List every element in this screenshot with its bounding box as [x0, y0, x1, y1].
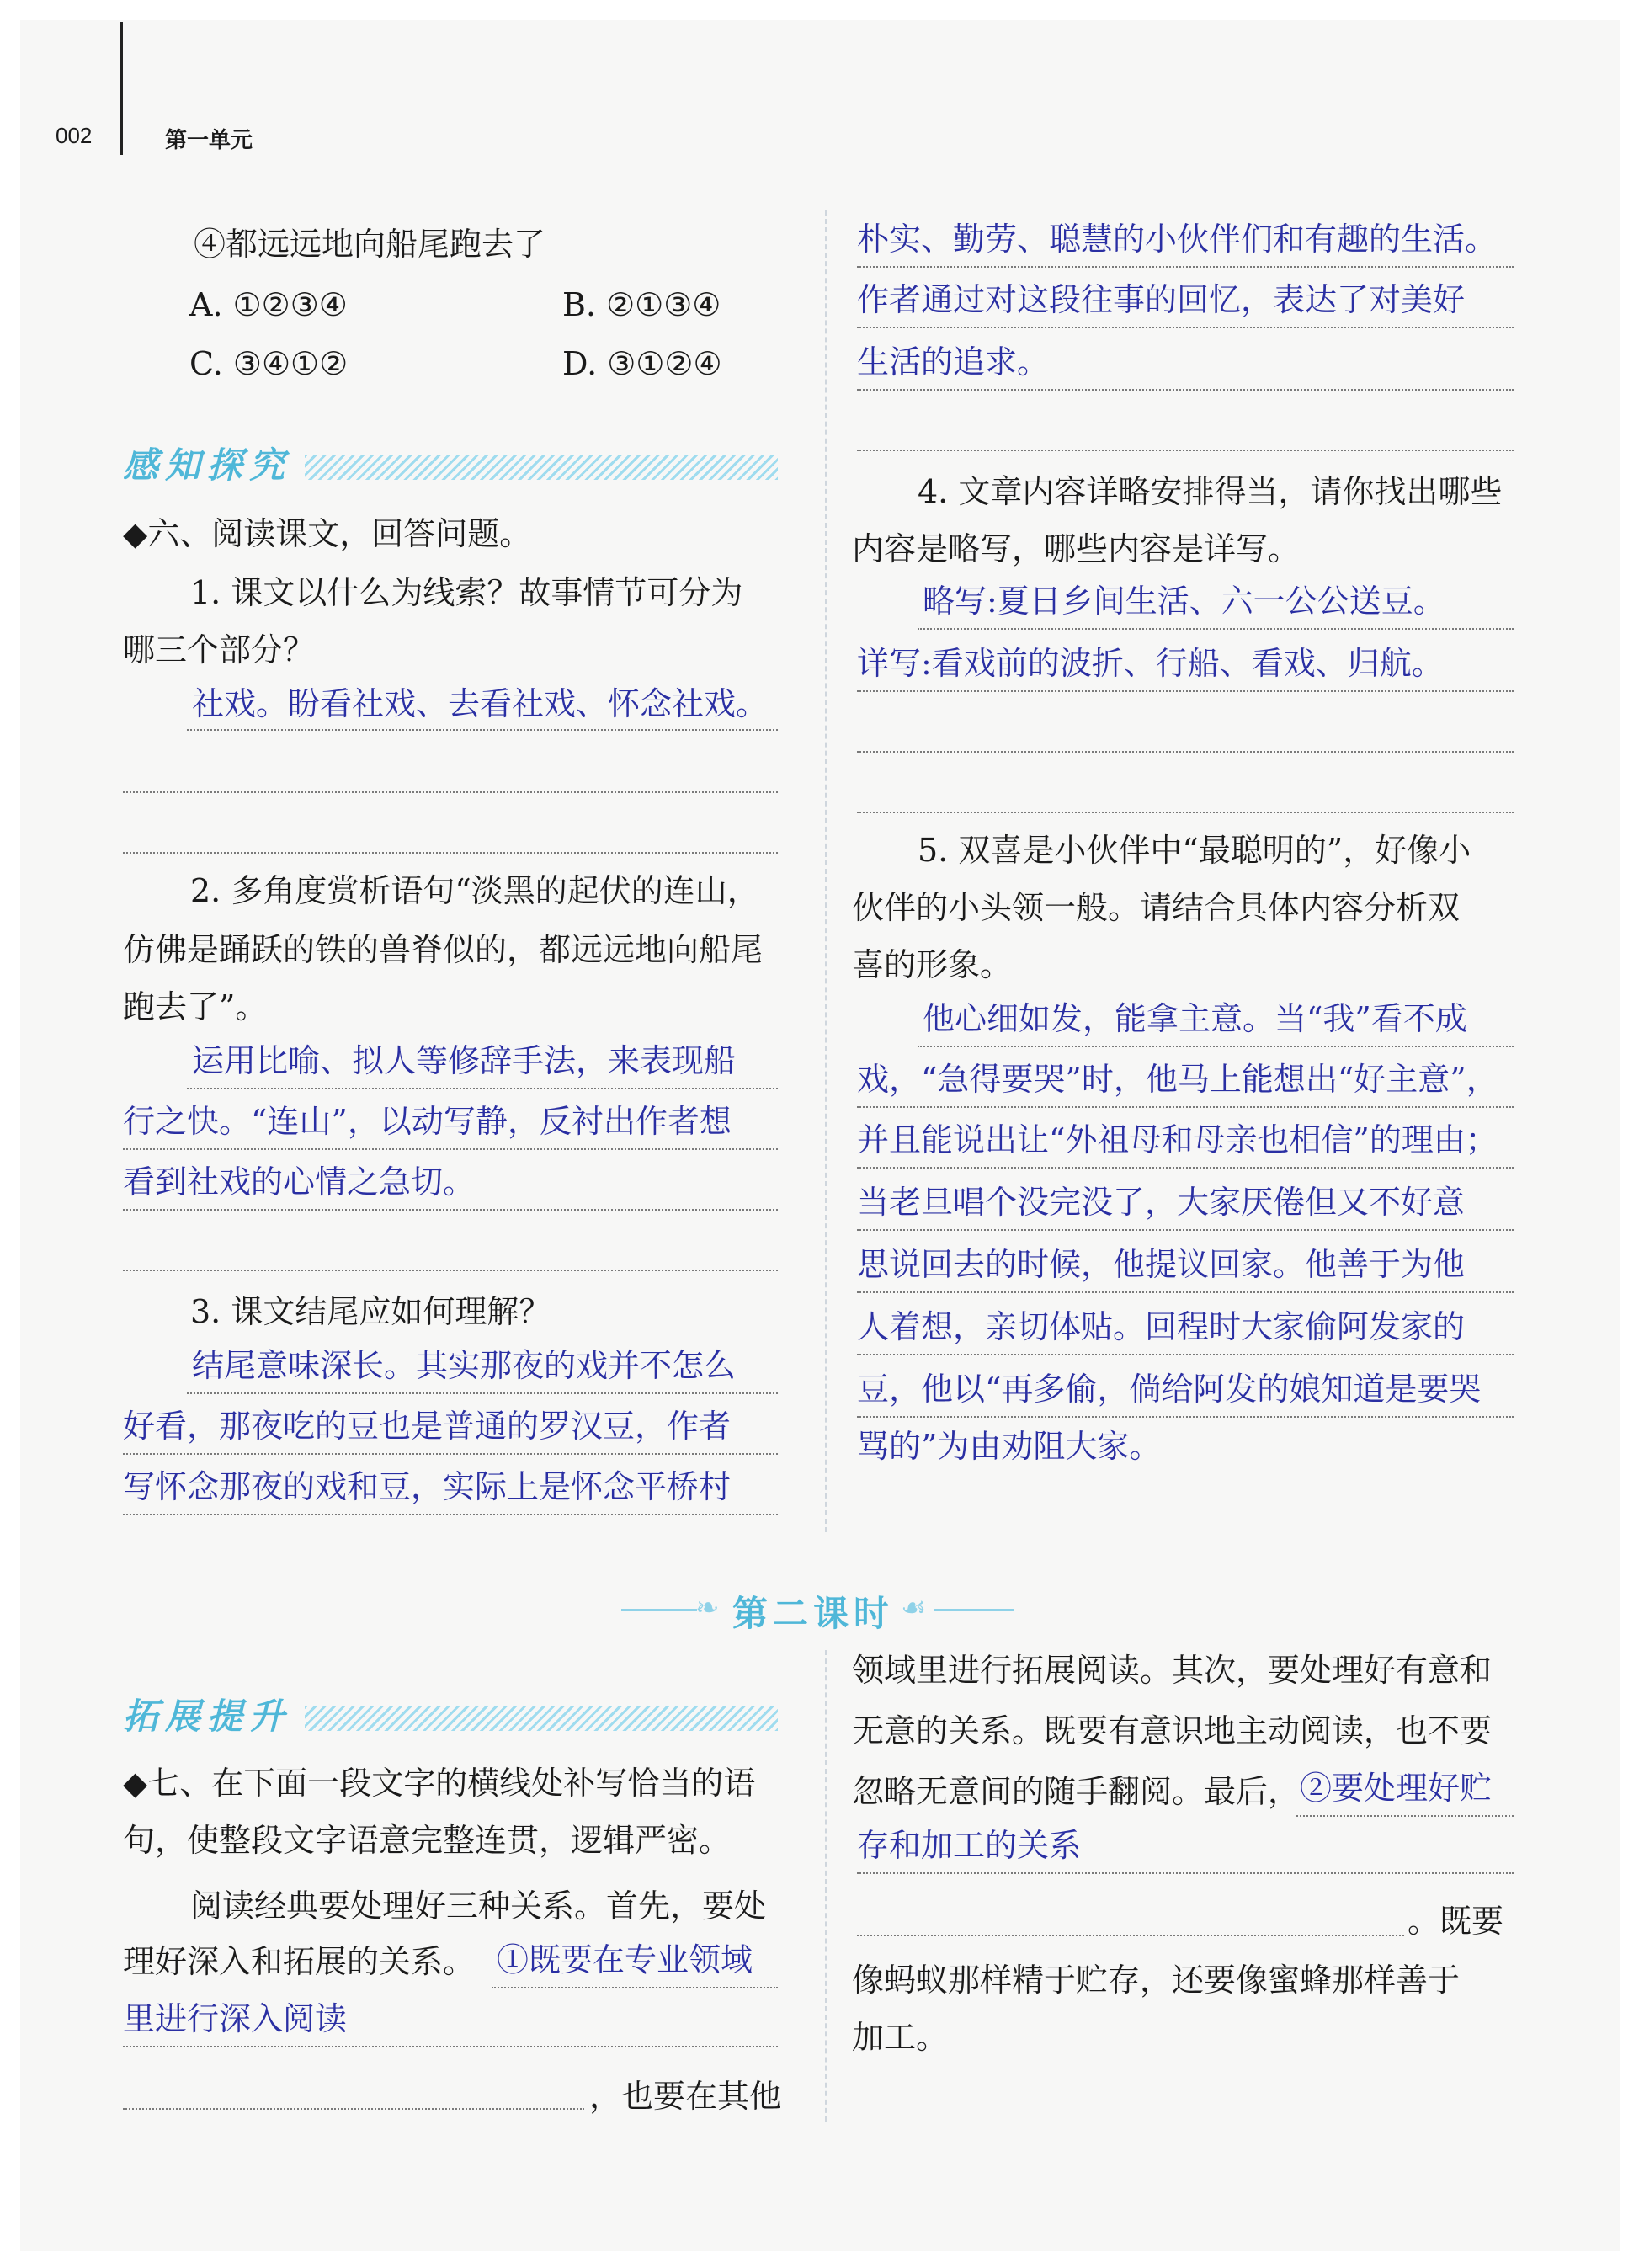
answer-line [857, 389, 1514, 391]
choice-b: B. ②①③④ [562, 286, 721, 323]
unit-title: 第一单元 [165, 127, 253, 152]
answer-line [187, 1088, 778, 1089]
answer-line [123, 1148, 778, 1150]
right-paragraph-line-1: 领域里进行拓展阅读。其次，要处理好有意和 [852, 1652, 1493, 1689]
column-divider-lower [825, 1650, 827, 2122]
blank-2-answer: ②要处理好贮 [1300, 1770, 1493, 1807]
option-4: ④都远远地向船尾跑去了 [194, 226, 546, 263]
page-number: 002 [56, 123, 93, 148]
question-2-cont: 仿佛是踊跃的铁的兽脊似的，都远远地向船尾 [123, 931, 764, 968]
answer-line [857, 1167, 1514, 1169]
answer-5-cont6: 豆，他以“再多偷，倘给阿发的娘知道是要哭 [857, 1371, 1482, 1408]
answer-line [187, 729, 778, 731]
answer-3-cont5: 生活的追求。 [857, 343, 1050, 381]
question-4-cont: 内容是略写，哪些内容是详写。 [852, 530, 1301, 567]
blank-1-answer: ①既要在专业领域 [497, 1941, 753, 1978]
question-2: 2. 多角度赏析语句“淡黑的起伏的连山， [190, 872, 759, 909]
answer-4-cont: 详写:看戏前的波折、行船、看戏、归航。 [857, 645, 1444, 682]
choice-d: D. ③①②④ [562, 345, 722, 382]
answer-line [857, 1291, 1514, 1293]
answer-line [857, 1416, 1514, 1418]
column-divider [825, 210, 827, 1532]
answer-5-cont: 戏，“急得要哭”时，他马上能想出“好主意”， [857, 1061, 1498, 1098]
answer-line [123, 2108, 584, 2110]
section-title-bar [305, 1706, 778, 1731]
answer-line [123, 852, 778, 854]
answer-line [123, 1514, 778, 1515]
answer-line [857, 1872, 1514, 1874]
right-paragraph-line-5: 像蚂蚁那样精于贮存，还要像蜜蜂那样善于 [852, 1962, 1461, 1999]
answer-line [857, 450, 1514, 451]
answer-line [857, 1229, 1514, 1231]
question-5: 5. 双喜是小伙伴中“最聪明的”，好像小 [918, 832, 1471, 869]
answer-3: 结尾意味深长。其实那夜的戏并不怎么 [192, 1347, 737, 1384]
header-rule [120, 22, 123, 155]
answer-line [123, 2046, 778, 2047]
answer-line [187, 1392, 778, 1394]
question-4: 4. 文章内容详略安排得当，请你找出哪些 [918, 473, 1503, 510]
question-2-cont2: 跑去了”。 [123, 988, 268, 1025]
answer-line [857, 812, 1514, 813]
answer-line [918, 1046, 1514, 1047]
question-5-cont2: 喜的形象。 [852, 946, 1013, 983]
right-paragraph-line-6: 加工。 [852, 2019, 949, 2056]
answer-line [123, 1453, 778, 1455]
answer-line [857, 690, 1514, 692]
question-3: 3. 课文结尾应如何理解？ [190, 1293, 551, 1330]
answer-line [123, 791, 778, 793]
answer-line [857, 327, 1514, 328]
answer-2: 运用比喻、拟人等修辞手法，来表现船 [192, 1042, 737, 1079]
answer-line [1296, 1815, 1514, 1817]
answer-2-cont2: 看到社戏的心情之急切。 [123, 1163, 476, 1201]
answer-line [857, 1106, 1514, 1108]
blank-1-answer-cont: 里进行深入阅读 [123, 2000, 348, 2037]
question-5-cont: 伙伴的小头领一般。请结合具体内容分析双 [852, 889, 1461, 926]
section-title-extension: 拓展提升 [123, 1696, 292, 1737]
question-1-cont: 哪三个部分？ [123, 631, 316, 668]
answer-line [918, 628, 1514, 630]
answer-2-cont: 行之快。“连山”，以动写静，反衬出作者想 [123, 1103, 732, 1140]
ornament-right-icon: ☙ [901, 1591, 927, 1625]
lesson-2-title: 第二课时 [732, 1593, 895, 1634]
answer-line [123, 1270, 778, 1271]
blank-2-answer-cont: 存和加工的关系 [857, 1827, 1082, 1864]
answer-line [123, 1209, 778, 1211]
section-title-perception: 感知探究 [123, 445, 292, 486]
choice-c: C. ③④①② [189, 345, 349, 382]
right-paragraph-line-3: 忽略无意间的随手翻阅。最后， [852, 1773, 1301, 1810]
lesson-banner-line-right [934, 1609, 1014, 1611]
answer-5-cont7: 骂的”为由劝阻大家。 [857, 1428, 1162, 1465]
answer-5-cont3: 当老旦唱个没完没了，大家厌倦但又不好意 [857, 1184, 1466, 1221]
question-7-instruction-cont: 句，使整段文字语意完整连贯，逻辑严密。 [123, 1822, 732, 1859]
answer-5: 他心细如发，能拿主意。当“我”看不成 [923, 1000, 1467, 1037]
answer-4: 略写:夏日乡间生活、六一公公送豆。 [923, 583, 1445, 620]
paragraph-line-2: 理好深入和拓展的关系。 [123, 1943, 476, 1980]
answer-line [857, 266, 1514, 268]
choice-a: A. ①②③④ [189, 286, 348, 323]
answer-line [857, 1354, 1514, 1355]
lesson-banner-line-left [621, 1609, 697, 1611]
answer-5-cont5: 人着想，亲切体贴。回程时大家偷阿发家的 [857, 1308, 1466, 1345]
answer-3-cont2: 写怀念那夜的戏和豆，实际上是怀念平桥村 [123, 1468, 732, 1505]
answer-line [857, 1935, 1404, 1936]
right-paragraph-line-2: 无意的关系。既要有意识地主动阅读，也不要 [852, 1712, 1493, 1749]
question-7-instruction: ◆七、在下面一段文字的横线处补写恰当的语 [123, 1765, 756, 1802]
paragraph-line-3: ，也要在其他 [589, 2078, 782, 2115]
section-title-bar [305, 455, 778, 480]
right-paragraph-line-4: 。既要 [1408, 1903, 1504, 1940]
ornament-left-icon: ❧ [695, 1591, 720, 1625]
answer-5-cont4: 思说回去的时候，他提议回家。他善于为他 [857, 1246, 1466, 1283]
answer-5-cont2: 并且能说出让“外祖母和母亲也相信”的理由； [857, 1121, 1498, 1158]
answer-3-cont4: 作者通过对这段往事的回忆，表达了对美好 [857, 281, 1466, 318]
answer-line [492, 1987, 778, 1988]
paragraph-line-1: 阅读经典要处理好三种关系。首先，要处 [190, 1887, 767, 1925]
question-1: 1. 课文以什么为线索？故事情节可分为 [190, 574, 743, 611]
answer-line [857, 751, 1514, 753]
answer-3-cont: 好看，那夜吃的豆也是普通的罗汉豆，作者 [123, 1408, 732, 1445]
answer-1: 社戏。盼看社戏、去看社戏、怀念社戏。 [192, 685, 769, 722]
question-6-instruction: ◆六、阅读课文，回答问题。 [123, 515, 532, 552]
answer-3-cont3: 朴实、勤劳、聪慧的小伙伴们和有趣的生活。 [857, 221, 1498, 258]
